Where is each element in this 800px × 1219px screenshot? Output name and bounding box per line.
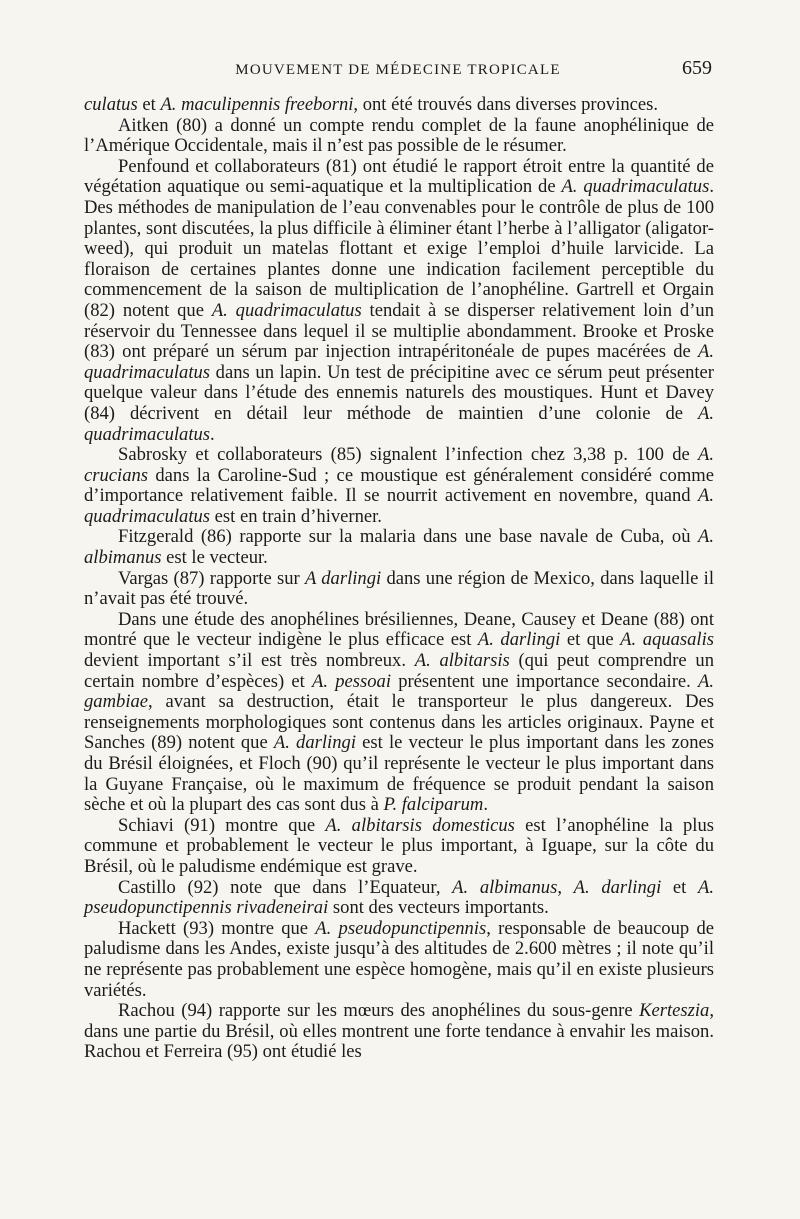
text-run: Castillo (92) note que dans l’Equateur, bbox=[118, 876, 453, 898]
text-run: . bbox=[210, 423, 215, 445]
text-run: . bbox=[483, 794, 488, 816]
paragraph bbox=[84, 816, 714, 878]
species-name: P. falciparum bbox=[383, 794, 484, 816]
species-name: A. darlingi bbox=[273, 732, 356, 754]
paragraph bbox=[84, 95, 714, 116]
text-run: et que bbox=[560, 629, 621, 651]
species-name: A. pseudopunctipennis rivadeneirai bbox=[84, 876, 715, 919]
text-run: Hackett (93) montre que bbox=[118, 917, 316, 939]
text-run: présentent une importance secondaire. bbox=[391, 670, 698, 692]
text-run: , responsable de beaucoup de paludisme dans les Andes, existe jusqu’à des altitudes de 2.600 mètres ; il note qu’il ne représente pas probablement une espèce homogène, mais qu’il en existe plusieurs variétés. bbox=[84, 917, 714, 1001]
species-name: A. albimanus bbox=[452, 876, 558, 898]
species-name: Kerteszia bbox=[639, 1000, 710, 1022]
text-run: est en train d’hiverner. bbox=[210, 505, 382, 527]
species-name: A. quadrimaculatus bbox=[84, 341, 714, 383]
paragraph bbox=[84, 569, 714, 610]
species-name: A. aquasalis bbox=[620, 629, 714, 651]
text-run: sont des vecteurs importants. bbox=[328, 897, 549, 919]
paragraph bbox=[84, 445, 714, 527]
text-run: et bbox=[137, 94, 161, 115]
species-name: A. gambiae bbox=[84, 670, 714, 713]
species-name: A. pseudopunctipennis bbox=[315, 917, 487, 939]
text-run: Rachou (94) rapporte sur les mœurs des anophélines du sous-genre bbox=[118, 1000, 640, 1022]
text-run: Fitzgerald (86) rapporte sur la malaria dans une base navale de Cuba, où bbox=[118, 526, 698, 548]
paragraph bbox=[84, 919, 714, 1001]
species-name: A. pessoai bbox=[312, 670, 391, 692]
text-run: est l’anophéline la plus commune et probablement le vecteur le plus important, à Iguape, sur la côte du Brésil, où le paludisme endémique est grave. bbox=[84, 814, 714, 877]
paragraph bbox=[84, 116, 714, 157]
text-run: et bbox=[661, 876, 699, 898]
paragraph bbox=[84, 157, 714, 445]
text-run: Dans une étude des anophélines brésiliennes, Deane, Causey et Deane (88) ont montré que le vecteur indigène le plus efficace est bbox=[84, 608, 714, 651]
text-run: Aitken (80) a donné un compte rendu complet de la faune anophélinique de l’Amérique Occidentale, mais il n’est pas possible de le résumer. bbox=[84, 114, 714, 157]
text-run: Sabrosky et collaborateurs (85) signalent l’infection chez 3,38 p. 100 de bbox=[118, 444, 698, 466]
species-name: A. quadrimaculatus bbox=[84, 402, 714, 445]
text-run: , dans une partie du Brésil, où elles montrent une forte tendance à envahir les maison. Rachou et Ferreira (95) ont étudié les bbox=[84, 1000, 714, 1063]
text-run: . Des méthodes de manipulation de l’eau convenables pour le contrôle de plus de 100 plantes, sont discutées, la plus difficile à éliminer étant l’herbe à l’alligator (aligator-weed), qui produit un matelas flottant et exige l’emploi d’huile larvicide. La floraison de certaines plantes donne une indication facilement perceptible du commencement de la saison de multiplication de l’anophéline. Gartrell et Orgain (82) notent que bbox=[84, 176, 714, 321]
species-name: A. quadrimaculatus bbox=[561, 176, 710, 198]
running-title: MOUVEMENT DE MÉDECINE TROPICALE bbox=[235, 62, 561, 78]
page-number: 659 bbox=[682, 57, 712, 79]
paragraph bbox=[84, 610, 714, 816]
text-run: , bbox=[557, 876, 574, 898]
text-run: est le vecteur. bbox=[161, 547, 268, 569]
text-run: dans une région de Mexico, dans laquelle il n’avait pas été trouvé. bbox=[84, 567, 714, 610]
text-run: (qui peut comprendre un certain nombre d’espèces) et bbox=[84, 650, 714, 692]
paragraph bbox=[84, 878, 714, 919]
text-run: tendait à se disperser relativement loin d’un réservoir du Tennessee dans lequel il se multiplie abondamment. Brooke et Proske (83) ont préparé un sérum par injection intrapéritonéale de pupes macérées de bbox=[84, 299, 714, 363]
text-run: Penfound et collaborateurs (81) ont étudié le rapport étroit entre la quantité de végétation aquatique ou semi-aquatique et la multiplication de bbox=[84, 155, 714, 198]
text-run: dans la Caroline-Sud ; ce moustique est généralement considéré comme d’importance relativement faible. Il se nourrit activement en novembre, quand bbox=[84, 464, 714, 507]
species-name: A. quadrimaculatus bbox=[84, 485, 714, 527]
species-name: A. albitarsis bbox=[414, 650, 510, 672]
text-run: , ont été trouvés dans diverses provinces. bbox=[353, 94, 659, 115]
species-name: A darlingi bbox=[304, 567, 382, 589]
text-run: devient important s’il est très nombreux. bbox=[84, 650, 415, 672]
species-name: A. darlingi bbox=[573, 876, 662, 898]
text-run: Schiavi (91) montre que bbox=[118, 814, 326, 836]
species-name: culatus bbox=[84, 94, 138, 115]
text-run: , avant sa destruction, était le transporteur le plus dangereux. Des renseignements morphologiques sont contenus dans les articles originaux. Payne et Sanches (89) notent que bbox=[84, 691, 714, 754]
species-name: A. quadrimaculatus bbox=[211, 299, 362, 321]
species-name: A. albimanus bbox=[84, 526, 714, 569]
paragraph bbox=[84, 527, 714, 568]
species-name: A. albitarsis domesticus bbox=[325, 814, 515, 836]
text-run: Vargas (87) rapporte sur bbox=[118, 567, 305, 589]
text-run: dans un lapin. Un test de précipitine avec ce sérum peut présenter quelque valeur dans l’étude des ennemis naturels des moustiques. Hunt et Davey (84) décrivent en détail leur méthode de maintien d’une colonie de bbox=[84, 361, 714, 424]
paragraph bbox=[84, 1001, 714, 1063]
species-name: A. darlingi bbox=[477, 629, 561, 651]
species-name: A. maculipennis freeborni bbox=[160, 94, 354, 115]
species-name: A. crucians bbox=[84, 444, 714, 486]
page-header bbox=[84, 57, 712, 81]
body-text bbox=[84, 95, 714, 1063]
text-run: est le vecteur le plus important dans les zones du Brésil éloignées, et Floch (90) qu’il représente le vecteur le plus important dans la Guyane Française, où le maximum de fréquence se produit pendant la saison sèche et où la plupart des cas sont dus à bbox=[84, 732, 715, 816]
